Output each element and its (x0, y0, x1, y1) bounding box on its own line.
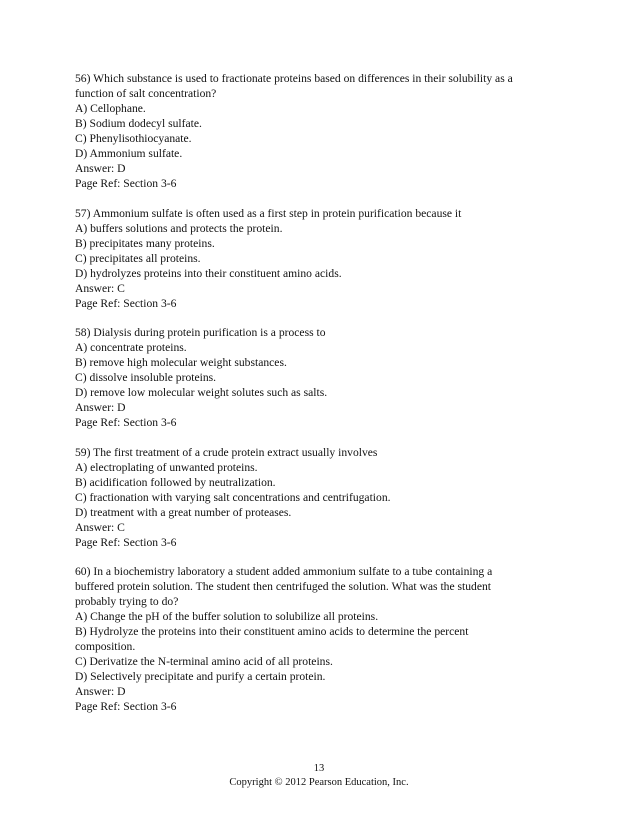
option-c: C) dissolve insoluble proteins. (75, 371, 217, 384)
option-a: A) electroplating of unwanted proteins. (75, 460, 258, 474)
question-57 (75, 206, 565, 311)
answer: Answer: D (75, 162, 126, 175)
option-d: D) treatment with a great number of proteases. (75, 505, 292, 519)
option-a: A) Change the pH of the buffer solution to solubilize all proteins. (75, 610, 379, 623)
option-b-continued: composition. (75, 640, 136, 653)
option-d: D) hydrolyzes proteins into their constituent amino acids. (75, 266, 342, 280)
question-stem: buffered protein solution. The student then centrifuged the solution. What was the student (75, 580, 491, 593)
question-stem: probably trying to do? (75, 595, 179, 608)
question-stem: 60) In a biochemistry laboratory a student added ammonium sulfate to a tube containing a (75, 565, 493, 578)
option-c: C) Phenylisothiocyanate. (75, 132, 192, 145)
question-56 (75, 71, 565, 191)
question-stem: function of salt concentration? (75, 87, 217, 100)
option-b: B) Hydrolyze the proteins into their constituent amino acids to determine the percent (75, 625, 469, 638)
option-a: A) buffers solutions and protects the protein. (75, 221, 283, 235)
answer: Answer: D (75, 401, 126, 414)
option-c: C) fractionation with varying salt concentrations and centrifugation. (75, 490, 391, 504)
option-b: B) Sodium dodecyl sulfate. (75, 117, 202, 130)
option-b: B) remove high molecular weight substances. (75, 356, 287, 369)
question-stem: 56) Which substance is used to fractionate proteins based on differences in their solubility as a (75, 72, 513, 85)
page-ref: Page Ref: Section 3-6 (75, 416, 177, 429)
question-stem: 58) Dialysis during protein purification is a process to (75, 326, 326, 339)
answer: Answer: C (75, 281, 125, 295)
answer: Answer: C (75, 520, 125, 534)
question-58 (75, 325, 565, 430)
option-b: B) acidification followed by neutralization. (75, 475, 276, 489)
page-ref: Page Ref: Section 3-6 (75, 535, 177, 549)
option-d: D) remove low molecular weight solutes such as salts. (75, 386, 328, 399)
question-stem: 59) The first treatment of a crude protein extract usually involves (75, 445, 378, 459)
option-d: D) Selectively precipitate and purify a certain protein. (75, 670, 326, 683)
answer: Answer: D (75, 685, 126, 698)
option-a: A) concentrate proteins. (75, 341, 187, 354)
page-ref: Page Ref: Section 3-6 (75, 177, 177, 190)
question-page (75, 71, 565, 729)
question-60 (75, 564, 565, 714)
copyright-notice: Copyright © 2012 Pearson Education, Inc. (229, 777, 409, 788)
option-c: C) precipitates all proteins. (75, 251, 201, 265)
option-d: D) Ammonium sulfate. (75, 147, 183, 160)
option-c: C) Derivatize the N-terminal amino acid of all proteins. (75, 655, 333, 668)
question-stem: 57) Ammonium sulfate is often used as a first step in protein purification because it (75, 206, 462, 220)
option-b: B) precipitates many proteins. (75, 236, 215, 250)
question-59 (75, 445, 565, 550)
page-number: 13 (313, 763, 325, 774)
page-ref: Page Ref: Section 3-6 (75, 700, 177, 713)
option-a: A) Cellophane. (75, 102, 146, 115)
page-ref: Page Ref: Section 3-6 (75, 296, 177, 310)
